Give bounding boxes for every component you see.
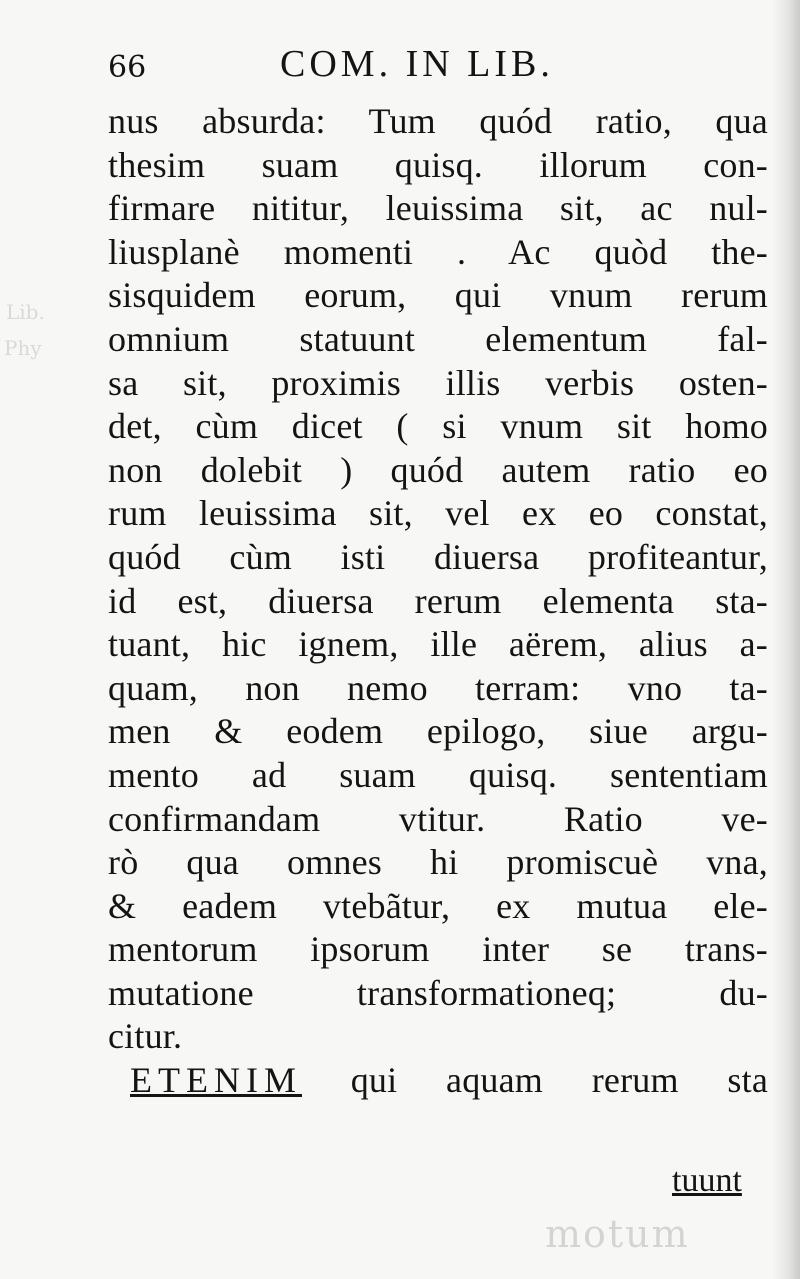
text-line: sisquidem eorum, qui vnum rerum <box>108 275 768 316</box>
text-line: non dolebit ) quód autem ratio eo <box>108 449 768 490</box>
text-line: men & eodem epilogo, siue argu- <box>108 711 768 752</box>
show-through-text: Lib. <box>6 300 45 324</box>
running-head: COM. IN LIB. <box>280 43 554 85</box>
page-number: 66 <box>108 50 147 85</box>
text-line: mentorum ipsorum inter se trans- <box>108 929 768 970</box>
show-through-text: Phy <box>4 336 42 360</box>
text-line: confirmandam vtitur. Ratio ve- <box>108 798 768 839</box>
catchword: tuunt <box>672 1162 742 1199</box>
text-line: rò qua omnes hi promiscuè vna, <box>108 842 768 883</box>
text-line: quód cùm isti diuersa profiteantur, <box>108 536 768 577</box>
text-line: firmare nititur, leuissima sit, ac nul- <box>108 188 768 229</box>
text-line: nus absurda: Tum quód ratio, qua <box>108 101 768 141</box>
paragraph-opening <box>108 1059 768 1103</box>
paragraph-initial-word: ETENIM <box>130 1060 302 1101</box>
body-text <box>108 100 768 1103</box>
text-line: mutatione transformationeq; du- <box>108 972 768 1013</box>
text-line: thesim suam quisq. illorum con- <box>108 144 768 185</box>
text-line: mento ad suam quisq. sententiam <box>108 754 768 795</box>
paragraph-opening-text: qui aquam rerum sta <box>350 1060 768 1101</box>
text-line: omnium statuunt elementum fal- <box>108 318 768 359</box>
show-through-text: motum <box>545 1212 690 1256</box>
text-line: det, cùm dicet ( si vnum sit homo <box>108 406 768 447</box>
text-line: quam, non nemo terram: vno ta- <box>108 667 768 708</box>
page-header <box>108 42 668 92</box>
text-line: tuant, hic ignem, ille aërem, alius a- <box>108 624 768 665</box>
text-line: rum leuissima sit, vel ex eo constat, <box>108 493 768 534</box>
text-line: sa sit, proximis illis verbis osten- <box>108 362 768 403</box>
page-edge-shadow <box>772 0 800 1279</box>
text-line: & eadem vtebãtur, ex mutua ele- <box>108 885 768 926</box>
text-line: citur. <box>108 1016 183 1057</box>
text-line: liusplanè momenti . Ac quòd the- <box>108 231 768 272</box>
text-line: id est, diuersa rerum elementa sta- <box>108 580 768 621</box>
